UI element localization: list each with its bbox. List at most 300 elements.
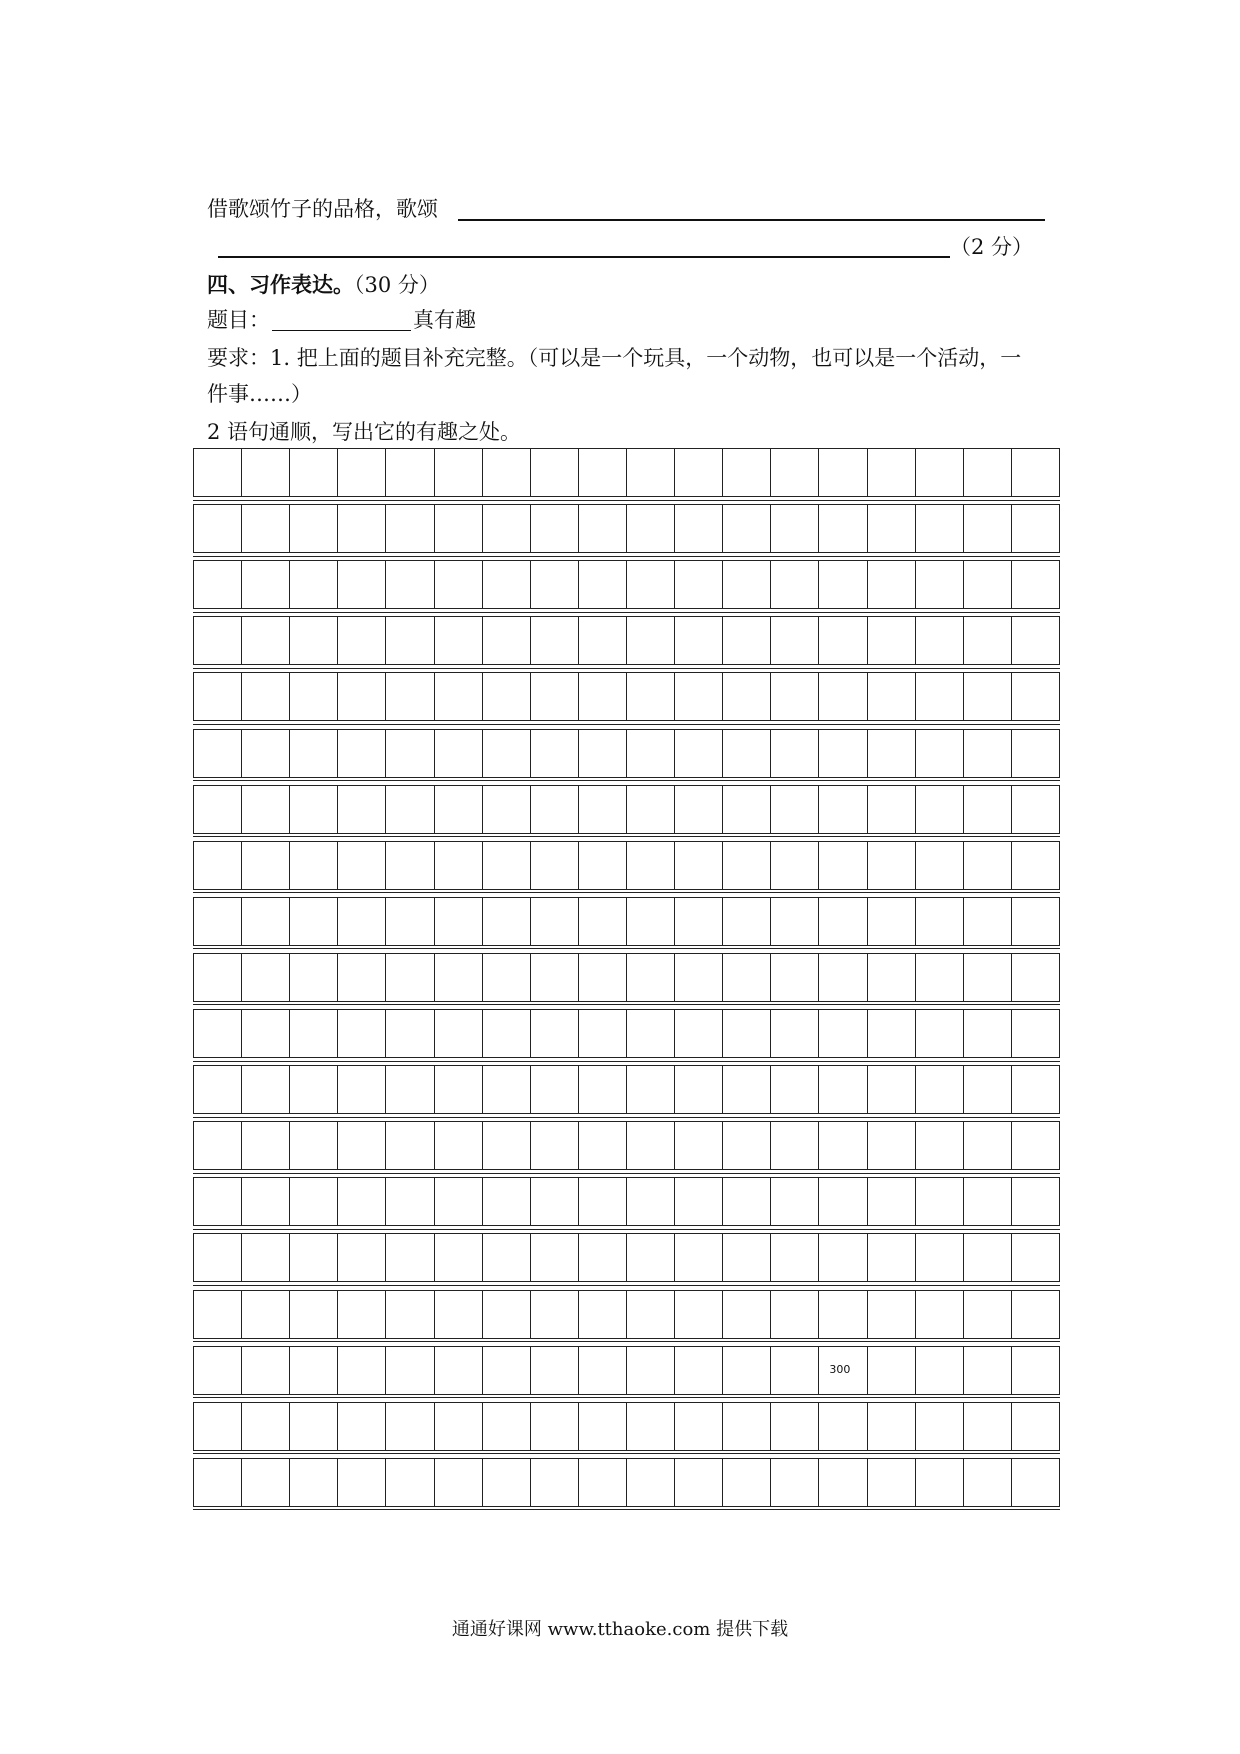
grid-cell[interactable]	[675, 1234, 723, 1281]
grid-cell[interactable]	[194, 1066, 242, 1113]
grid-cell[interactable]	[627, 1066, 675, 1113]
grid-cell[interactable]	[819, 1178, 867, 1225]
grid-cell[interactable]	[435, 730, 483, 777]
grid-cell[interactable]	[290, 1122, 338, 1169]
grid-cell[interactable]	[242, 730, 290, 777]
grid-cell[interactable]	[483, 505, 531, 552]
grid-cell[interactable]	[194, 1234, 242, 1281]
grid-cell[interactable]	[723, 1178, 771, 1225]
grid-cell[interactable]	[338, 505, 386, 552]
grid-cell[interactable]	[579, 1403, 627, 1450]
grid-cell[interactable]	[194, 842, 242, 889]
grid-cell[interactable]	[723, 1459, 771, 1506]
grid-cell[interactable]	[483, 1347, 531, 1394]
grid-cell[interactable]	[916, 449, 964, 496]
grid-cell[interactable]	[338, 1178, 386, 1225]
grid-cell[interactable]	[435, 505, 483, 552]
grid-cell[interactable]	[868, 1459, 916, 1506]
grid-cell[interactable]	[290, 1234, 338, 1281]
grid-cell[interactable]	[386, 1178, 434, 1225]
grid-cell[interactable]	[723, 1291, 771, 1338]
grid-cell[interactable]	[819, 786, 867, 833]
grid-cell[interactable]	[675, 730, 723, 777]
grid-cell[interactable]	[964, 842, 1012, 889]
grid-cell[interactable]	[386, 561, 434, 608]
grid-cell[interactable]	[483, 561, 531, 608]
grid-cell[interactable]	[290, 1010, 338, 1057]
grid-cell[interactable]	[819, 1010, 867, 1057]
grid-cell[interactable]	[916, 1459, 964, 1506]
grid-cell[interactable]	[627, 730, 675, 777]
grid-cell[interactable]	[242, 1291, 290, 1338]
grid-cell[interactable]	[1012, 730, 1059, 777]
grid-cell[interactable]	[627, 786, 675, 833]
grid-cell[interactable]	[819, 1403, 867, 1450]
grid-cell[interactable]	[435, 842, 483, 889]
grid-cell[interactable]	[435, 449, 483, 496]
grid-cell[interactable]	[194, 898, 242, 945]
grid-cell[interactable]	[723, 505, 771, 552]
grid-cell[interactable]	[627, 898, 675, 945]
grid-cell[interactable]	[242, 842, 290, 889]
grid-cell[interactable]	[771, 561, 819, 608]
grid-cell[interactable]	[819, 1291, 867, 1338]
grid-cell[interactable]	[483, 449, 531, 496]
grid-cell[interactable]	[627, 1459, 675, 1506]
grid-cell[interactable]	[435, 1403, 483, 1450]
grid-cell[interactable]	[531, 1234, 579, 1281]
grid-cell[interactable]	[242, 786, 290, 833]
grid-cell[interactable]	[627, 1291, 675, 1338]
grid-cell[interactable]	[627, 673, 675, 720]
grid-cell[interactable]	[338, 561, 386, 608]
grid-cell[interactable]	[386, 1459, 434, 1506]
grid-cell[interactable]	[627, 842, 675, 889]
grid-cell[interactable]	[435, 786, 483, 833]
grid-cell[interactable]	[579, 1122, 627, 1169]
grid-cell[interactable]	[964, 1010, 1012, 1057]
grid-cell[interactable]	[675, 842, 723, 889]
grid-cell[interactable]	[242, 1459, 290, 1506]
grid-cell[interactable]	[868, 561, 916, 608]
grid-cell[interactable]	[916, 1291, 964, 1338]
grid-cell[interactable]	[435, 1066, 483, 1113]
grid-cell[interactable]	[916, 617, 964, 664]
grid-cell[interactable]	[1012, 561, 1059, 608]
grid-cell[interactable]	[964, 1066, 1012, 1113]
grid-cell[interactable]	[194, 786, 242, 833]
grid-cell[interactable]	[386, 1066, 434, 1113]
grid-cell[interactable]	[531, 673, 579, 720]
grid-cell[interactable]	[1012, 449, 1059, 496]
grid-cell[interactable]	[916, 1010, 964, 1057]
grid-cell[interactable]	[531, 1459, 579, 1506]
grid-cell[interactable]	[627, 1122, 675, 1169]
grid-cell[interactable]	[338, 673, 386, 720]
grid-cell[interactable]	[338, 1459, 386, 1506]
grid-cell[interactable]	[723, 1347, 771, 1394]
grid-cell[interactable]	[242, 1066, 290, 1113]
grid-cell[interactable]	[916, 673, 964, 720]
grid-cell[interactable]	[964, 505, 1012, 552]
grid-cell[interactable]	[1012, 1347, 1059, 1394]
grid-cell[interactable]	[242, 673, 290, 720]
grid-cell[interactable]	[483, 786, 531, 833]
grid-cell[interactable]	[483, 1178, 531, 1225]
grid-cell[interactable]	[338, 954, 386, 1001]
grid-cell[interactable]	[579, 1291, 627, 1338]
grid-cell[interactable]	[723, 730, 771, 777]
grid-cell[interactable]	[194, 449, 242, 496]
grid-cell[interactable]	[579, 505, 627, 552]
grid-cell[interactable]	[483, 1066, 531, 1113]
grid-cell[interactable]	[435, 1010, 483, 1057]
grid-cell[interactable]	[916, 954, 964, 1001]
grid-cell[interactable]	[338, 1403, 386, 1450]
grid-cell[interactable]	[771, 673, 819, 720]
grid-cell[interactable]	[290, 449, 338, 496]
grid-cell[interactable]	[916, 1403, 964, 1450]
grid-cell[interactable]	[290, 617, 338, 664]
grid-cell[interactable]	[242, 1010, 290, 1057]
grid-cell[interactable]	[531, 449, 579, 496]
grid-cell[interactable]	[723, 449, 771, 496]
grid-cell[interactable]	[675, 1066, 723, 1113]
grid-cell[interactable]	[435, 898, 483, 945]
grid-cell[interactable]	[868, 954, 916, 1001]
grid-cell[interactable]	[964, 617, 1012, 664]
grid-cell[interactable]	[723, 842, 771, 889]
grid-cell[interactable]	[1012, 1066, 1059, 1113]
grid-cell[interactable]	[723, 1234, 771, 1281]
grid-cell[interactable]	[338, 1122, 386, 1169]
grid-cell[interactable]	[386, 730, 434, 777]
grid-cell[interactable]	[435, 1122, 483, 1169]
grid-cell[interactable]	[723, 617, 771, 664]
writing-grid[interactable]	[193, 448, 1060, 1514]
grid-cell[interactable]	[868, 730, 916, 777]
grid-cell[interactable]	[964, 1459, 1012, 1506]
grid-cell[interactable]	[435, 1347, 483, 1394]
grid-cell[interactable]	[916, 505, 964, 552]
grid-cell[interactable]	[579, 1178, 627, 1225]
grid-cell[interactable]	[819, 449, 867, 496]
grid-cell[interactable]	[675, 898, 723, 945]
grid-cell[interactable]	[819, 1066, 867, 1113]
grid-cell[interactable]	[435, 1178, 483, 1225]
grid-cell[interactable]	[916, 730, 964, 777]
grid-cell[interactable]	[964, 954, 1012, 1001]
grid-cell[interactable]	[675, 1403, 723, 1450]
grid-cell[interactable]	[531, 505, 579, 552]
grid-cell[interactable]	[242, 561, 290, 608]
grid-cell[interactable]	[290, 505, 338, 552]
grid-cell[interactable]	[916, 561, 964, 608]
grid-cell[interactable]	[531, 1010, 579, 1057]
grid-cell[interactable]	[964, 449, 1012, 496]
grid-cell[interactable]	[868, 1066, 916, 1113]
grid-cell[interactable]	[531, 786, 579, 833]
grid-cell[interactable]	[386, 1234, 434, 1281]
grid-cell[interactable]	[964, 673, 1012, 720]
grid-cell[interactable]	[579, 449, 627, 496]
grid-cell[interactable]	[723, 1010, 771, 1057]
grid-cell[interactable]	[868, 842, 916, 889]
grid-cell[interactable]	[290, 898, 338, 945]
grid-cell[interactable]	[771, 449, 819, 496]
grid-cell[interactable]	[675, 1010, 723, 1057]
grid-cell[interactable]	[868, 786, 916, 833]
grid-cell[interactable]	[531, 730, 579, 777]
grid-cell[interactable]	[386, 786, 434, 833]
grid-cell[interactable]	[916, 898, 964, 945]
grid-cell[interactable]	[771, 505, 819, 552]
grid-cell[interactable]	[338, 1066, 386, 1113]
grid-cell[interactable]	[242, 1234, 290, 1281]
grid-cell[interactable]	[338, 786, 386, 833]
grid-cell[interactable]	[819, 730, 867, 777]
grid-cell[interactable]	[916, 1234, 964, 1281]
grid-cell[interactable]	[386, 1403, 434, 1450]
grid-cell[interactable]	[819, 505, 867, 552]
grid-cell[interactable]	[290, 673, 338, 720]
grid-cell[interactable]	[290, 1066, 338, 1113]
grid-cell[interactable]	[531, 1291, 579, 1338]
grid-cell[interactable]	[627, 449, 675, 496]
grid-cell[interactable]	[194, 1291, 242, 1338]
grid-cell[interactable]	[242, 898, 290, 945]
grid-cell[interactable]	[819, 1122, 867, 1169]
grid-cell[interactable]	[531, 954, 579, 1001]
grid-cell[interactable]	[579, 1234, 627, 1281]
grid-cell[interactable]	[627, 617, 675, 664]
grid-cell[interactable]	[771, 842, 819, 889]
grid-cell[interactable]	[483, 1459, 531, 1506]
grid-cell[interactable]	[290, 842, 338, 889]
grid-cell[interactable]	[531, 1403, 579, 1450]
grid-cell[interactable]	[290, 561, 338, 608]
grid-cell[interactable]	[868, 898, 916, 945]
grid-cell[interactable]	[675, 617, 723, 664]
grid-cell[interactable]	[483, 1234, 531, 1281]
grid-cell[interactable]	[675, 505, 723, 552]
grid-cell[interactable]	[579, 673, 627, 720]
grid-cell[interactable]	[386, 449, 434, 496]
grid-cell[interactable]	[723, 898, 771, 945]
grid-cell[interactable]	[242, 505, 290, 552]
grid-cell[interactable]	[290, 1459, 338, 1506]
grid-cell[interactable]	[386, 617, 434, 664]
topic-blank[interactable]	[272, 330, 411, 331]
grid-cell[interactable]	[627, 954, 675, 1001]
grid-cell[interactable]	[1012, 1010, 1059, 1057]
grid-cell[interactable]	[868, 1178, 916, 1225]
grid-cell[interactable]	[1012, 842, 1059, 889]
grid-cell[interactable]	[675, 954, 723, 1001]
grid-cell[interactable]	[771, 1291, 819, 1338]
grid-cell[interactable]	[435, 673, 483, 720]
grid-cell[interactable]	[338, 617, 386, 664]
grid-cell[interactable]	[194, 1122, 242, 1169]
grid-cell[interactable]	[771, 617, 819, 664]
grid-cell[interactable]	[916, 1066, 964, 1113]
grid-cell[interactable]	[242, 1122, 290, 1169]
grid-cell[interactable]	[242, 1403, 290, 1450]
grid-cell[interactable]	[290, 1403, 338, 1450]
grid-cell[interactable]	[531, 842, 579, 889]
grid-cell[interactable]	[290, 786, 338, 833]
grid-cell[interactable]	[579, 842, 627, 889]
grid-cell[interactable]	[483, 673, 531, 720]
grid-cell[interactable]	[242, 1347, 290, 1394]
grid-cell[interactable]	[579, 617, 627, 664]
grid-cell[interactable]	[1012, 673, 1059, 720]
grid-cell[interactable]	[627, 505, 675, 552]
grid-cell[interactable]	[868, 1234, 916, 1281]
grid-cell[interactable]	[435, 1234, 483, 1281]
grid-cell[interactable]	[435, 1459, 483, 1506]
grid-cell[interactable]	[338, 1010, 386, 1057]
grid-cell[interactable]	[579, 786, 627, 833]
grid-cell[interactable]	[819, 673, 867, 720]
grid-cell[interactable]	[1012, 898, 1059, 945]
grid-cell[interactable]	[916, 842, 964, 889]
grid-cell[interactable]	[916, 1122, 964, 1169]
grid-cell[interactable]	[579, 954, 627, 1001]
grid-cell[interactable]	[483, 1291, 531, 1338]
grid-cell[interactable]	[868, 1291, 916, 1338]
grid-cell[interactable]	[723, 954, 771, 1001]
grid-cell[interactable]	[1012, 1459, 1059, 1506]
grid-cell[interactable]	[194, 673, 242, 720]
grid-cell[interactable]	[771, 1066, 819, 1113]
grid-cell[interactable]	[675, 449, 723, 496]
grid-cell[interactable]	[1012, 1234, 1059, 1281]
grid-cell[interactable]	[531, 1122, 579, 1169]
grid-cell[interactable]	[675, 1291, 723, 1338]
grid-cell[interactable]	[868, 673, 916, 720]
grid-cell[interactable]	[194, 617, 242, 664]
grid-cell[interactable]	[868, 1347, 916, 1394]
grid-cell[interactable]	[242, 449, 290, 496]
grid-cell[interactable]	[338, 842, 386, 889]
grid-cell[interactable]	[964, 1234, 1012, 1281]
grid-cell[interactable]	[338, 730, 386, 777]
grid-cell[interactable]	[819, 842, 867, 889]
grid-cell[interactable]	[627, 1234, 675, 1281]
grid-cell[interactable]	[483, 842, 531, 889]
grid-cell[interactable]	[386, 1010, 434, 1057]
grid-cell[interactable]	[290, 1291, 338, 1338]
grid-cell[interactable]	[675, 1178, 723, 1225]
grid-cell[interactable]	[1012, 1178, 1059, 1225]
grid-cell[interactable]	[868, 505, 916, 552]
grid-cell[interactable]	[386, 1291, 434, 1338]
grid-cell[interactable]	[338, 449, 386, 496]
grid-cell[interactable]	[483, 730, 531, 777]
grid-cell[interactable]	[723, 561, 771, 608]
grid-cell[interactable]	[386, 1122, 434, 1169]
grid-cell[interactable]	[1012, 1403, 1059, 1450]
grid-cell[interactable]	[771, 898, 819, 945]
grid-cell[interactable]	[868, 449, 916, 496]
grid-cell[interactable]	[194, 1178, 242, 1225]
grid-cell[interactable]	[386, 954, 434, 1001]
grid-cell[interactable]	[868, 1122, 916, 1169]
grid-cell[interactable]	[483, 954, 531, 1001]
grid-cell[interactable]	[1012, 1291, 1059, 1338]
grid-cell[interactable]	[386, 842, 434, 889]
grid-cell[interactable]	[290, 1178, 338, 1225]
grid-cell[interactable]	[386, 898, 434, 945]
grid-cell[interactable]	[964, 1178, 1012, 1225]
grid-cell[interactable]	[338, 1234, 386, 1281]
grid-cell[interactable]	[771, 954, 819, 1001]
grid-cell[interactable]	[290, 730, 338, 777]
grid-cell[interactable]	[531, 1178, 579, 1225]
grid-cell[interactable]	[771, 1178, 819, 1225]
grid-cell[interactable]	[675, 673, 723, 720]
grid-cell[interactable]	[194, 1010, 242, 1057]
grid-cell[interactable]	[723, 786, 771, 833]
grid-cell[interactable]	[435, 954, 483, 1001]
grid-cell[interactable]	[194, 730, 242, 777]
grid-cell[interactable]	[627, 1347, 675, 1394]
grid-cell[interactable]	[916, 1178, 964, 1225]
grid-cell[interactable]	[435, 617, 483, 664]
grid-cell[interactable]	[579, 1459, 627, 1506]
grid-cell[interactable]	[868, 1403, 916, 1450]
grid-cell[interactable]	[338, 1347, 386, 1394]
grid-cell[interactable]	[964, 898, 1012, 945]
grid-cell[interactable]	[242, 954, 290, 1001]
grid-cell[interactable]	[964, 1403, 1012, 1450]
grid-cell[interactable]	[435, 561, 483, 608]
grid-cell[interactable]	[386, 505, 434, 552]
grid-cell[interactable]	[771, 786, 819, 833]
grid-cell[interactable]	[1012, 1122, 1059, 1169]
grid-cell[interactable]	[868, 1010, 916, 1057]
grid-cell[interactable]	[338, 1291, 386, 1338]
grid-cell[interactable]	[1012, 954, 1059, 1001]
grid-cell[interactable]	[675, 786, 723, 833]
grid-cell[interactable]	[290, 1347, 338, 1394]
grid-cell[interactable]	[627, 1178, 675, 1225]
grid-cell[interactable]	[723, 673, 771, 720]
grid-cell[interactable]	[819, 561, 867, 608]
grid-cell[interactable]	[964, 1122, 1012, 1169]
grid-cell[interactable]	[771, 1122, 819, 1169]
grid-cell[interactable]	[483, 617, 531, 664]
grid-cell[interactable]	[964, 1347, 1012, 1394]
grid-cell[interactable]	[627, 1403, 675, 1450]
grid-cell[interactable]	[771, 1234, 819, 1281]
grid-cell[interactable]	[483, 898, 531, 945]
grid-cell[interactable]	[483, 1403, 531, 1450]
grid-cell[interactable]	[531, 561, 579, 608]
grid-cell[interactable]	[723, 1122, 771, 1169]
grid-cell[interactable]	[675, 561, 723, 608]
grid-cell[interactable]	[194, 954, 242, 1001]
grid-cell[interactable]	[194, 561, 242, 608]
grid-cell[interactable]	[627, 561, 675, 608]
grid-cell[interactable]	[1012, 617, 1059, 664]
grid-cell[interactable]	[338, 898, 386, 945]
grid-cell[interactable]	[579, 730, 627, 777]
grid-cell[interactable]	[242, 617, 290, 664]
grid-cell[interactable]	[386, 673, 434, 720]
grid-cell[interactable]	[242, 1178, 290, 1225]
